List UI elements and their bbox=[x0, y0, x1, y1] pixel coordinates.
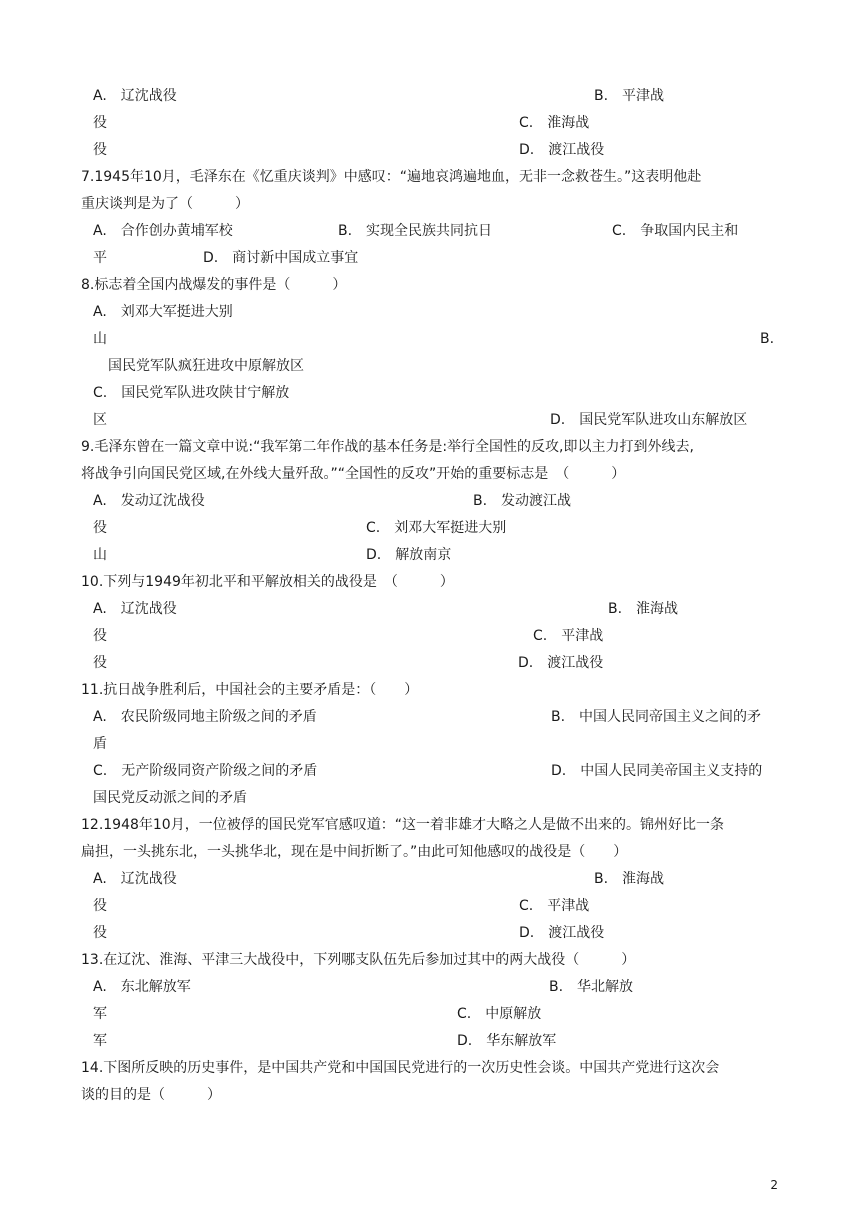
text-line: C. 平津战 bbox=[533, 628, 604, 644]
text-line: 役 bbox=[93, 655, 107, 671]
text-line: 役 bbox=[93, 115, 107, 131]
text-line: 将战争引向国民党区域,在外线大量歼敌。”“全国性的反攻”开始的重要标志是 （ ） bbox=[81, 466, 626, 482]
text-line: D. 渡江战役 bbox=[518, 655, 604, 671]
text-line: 区 bbox=[93, 412, 107, 428]
text-line: 11.抗日战争胜利后，中国社会的主要矛盾是：（ ） bbox=[81, 682, 419, 698]
text-line: C. 淮海战 bbox=[519, 115, 590, 131]
text-line: B. 平津战 bbox=[594, 88, 665, 104]
text-line: 役 bbox=[93, 628, 107, 644]
text-line: 国民党军队疯狂进攻中原解放区 bbox=[108, 358, 304, 374]
text-line: A. 农民阶级同地主阶级之间的矛盾 bbox=[93, 709, 317, 725]
text-line: 8.标志着全国内战爆发的事件是（ ） bbox=[81, 277, 347, 293]
text-line: 重庆谈判是为了（ ） bbox=[81, 196, 249, 212]
text-line: A. 合作创办黄埔军校 bbox=[93, 223, 233, 239]
text-line: 扁担，一头挑东北，一头挑华北，现在是中间折断了。”由此可知他感叹的战役是（ ） bbox=[81, 844, 628, 860]
text-line: B. 淮海战 bbox=[594, 871, 665, 887]
text-line: 14.下图所反映的历史事件，是中国共产党和中国国民党进行的一次历史性会谈。中国共产党进行这次会 bbox=[81, 1060, 720, 1076]
text-line: 山 bbox=[93, 547, 107, 563]
text-line: 役 bbox=[93, 520, 107, 536]
text-line: 军 bbox=[93, 1006, 107, 1022]
text-line: B. 发动渡江战 bbox=[473, 493, 572, 509]
text-line: C. 国民党军队进攻陕甘宁解放 bbox=[93, 385, 290, 401]
text-line: D. 渡江战役 bbox=[519, 925, 605, 941]
text-line: D. 解放南京 bbox=[366, 547, 452, 563]
text-line: C. 中原解放 bbox=[457, 1006, 542, 1022]
text-line: B. bbox=[760, 331, 775, 347]
text-line: D. 国民党军队进攻山东解放区 bbox=[550, 412, 748, 428]
text-line: 役 bbox=[93, 925, 107, 941]
text-line: B. 淮海战 bbox=[608, 601, 679, 617]
text-line: D. 商讨新中国成立事宜 bbox=[203, 250, 359, 266]
text-line: A. 刘邓大军挺进大别 bbox=[93, 304, 233, 320]
text-line: 山 bbox=[93, 331, 107, 347]
text-line: 9.毛泽东曾在一篇文章中说:“我军第二年作战的基本任务是:举行全国性的反攻,即以主力打到外线去, bbox=[81, 439, 694, 455]
text-line: 12.1948年10月，一位被俘的国民党军官感叹道：“这一着非雄才大略之人是做不出来的。锦州好比一条 bbox=[81, 817, 724, 833]
text-line: A. 辽沈战役 bbox=[93, 88, 177, 104]
text-line: 国民党反动派之间的矛盾 bbox=[93, 790, 247, 806]
text-line: 13.在辽沈、淮海、平津三大战役中，下列哪支队伍先后参加过其中的两大战役（ ） bbox=[81, 952, 636, 968]
text-line: C. 争取国内民主和 bbox=[612, 223, 739, 239]
text-line: 平 bbox=[93, 250, 107, 266]
text-line: A. 辽沈战役 bbox=[93, 871, 177, 887]
text-line: B. 中国人民同帝国主义之间的矛 bbox=[551, 709, 762, 725]
text-line: 役 bbox=[93, 898, 107, 914]
text-line: A. 东北解放军 bbox=[93, 979, 191, 995]
text-line: D. 中国人民同美帝国主义支持的 bbox=[551, 763, 763, 779]
text-line: 军 bbox=[93, 1033, 107, 1049]
text-line: A. 发动辽沈战役 bbox=[93, 493, 205, 509]
text-line: B. 实现全民族共同抗日 bbox=[338, 223, 493, 239]
text-line: 7.1945年10月，毛泽东在《忆重庆谈判》中感叹：“遍地哀鸿遍地血，无非一念救苍生。”这表明他赴 bbox=[81, 169, 702, 185]
text-line: D. 华东解放军 bbox=[457, 1033, 557, 1049]
text-line: 役 bbox=[93, 142, 107, 158]
text-line: 谈的目的是（ ） bbox=[81, 1087, 221, 1103]
text-line: C. 刘邓大军挺进大别 bbox=[366, 520, 507, 536]
text-line: 盾 bbox=[93, 736, 107, 752]
text-line: 10.下列与1949年初北平和平解放相关的战役是 （ ） bbox=[81, 574, 454, 590]
text-line: B. 华北解放 bbox=[549, 979, 634, 995]
page-number: 2 bbox=[770, 1178, 778, 1192]
text-line: D. 渡江战役 bbox=[519, 142, 605, 158]
text-line: C. 平津战 bbox=[519, 898, 590, 914]
text-line: C. 无产阶级同资产阶级之间的矛盾 bbox=[93, 763, 318, 779]
text-line: A. 辽沈战役 bbox=[93, 601, 177, 617]
